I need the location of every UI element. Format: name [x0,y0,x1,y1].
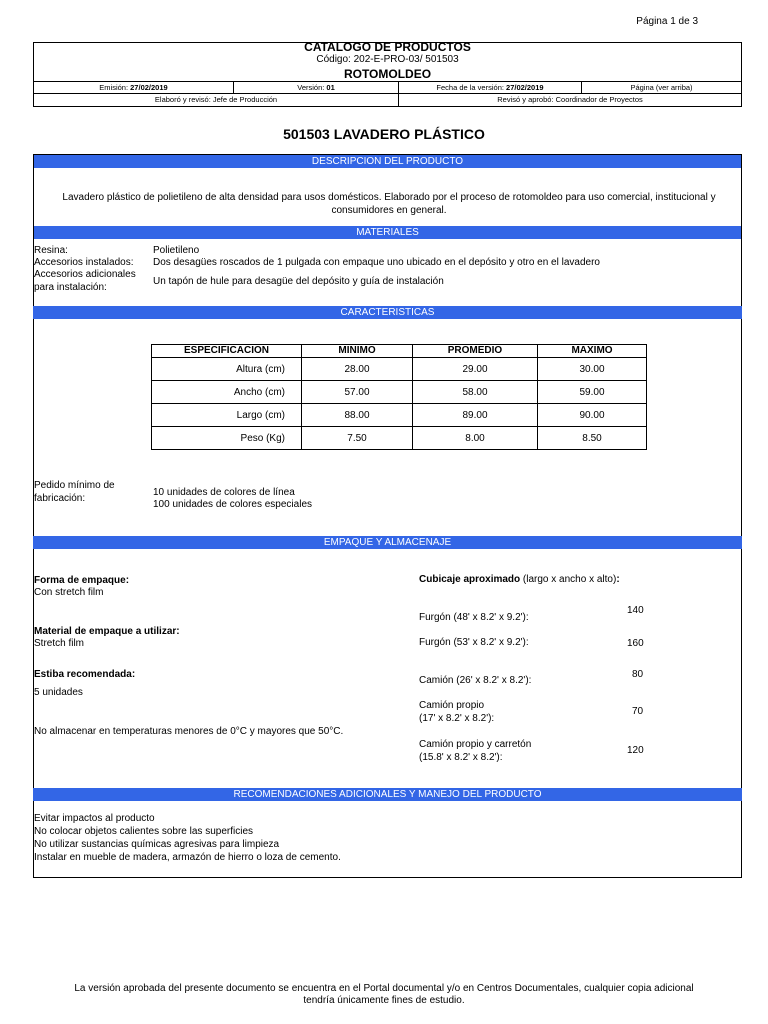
version-value: 01 [326,83,335,92]
header-approval-row [34,93,741,106]
spec-col-header: ESPECIFICACION [152,345,302,358]
table-row [152,381,647,404]
page-number: Página 1 de 3 [636,16,698,27]
spec-name: Largo (cm) [152,404,302,427]
vehicle-name-detail: (17' x 8.2' x 8.2'): [419,713,495,724]
footer-line-1: La versión aprobada del presente documento se encuentra en el Portal documental y/o en Centros Documentales, cualquier copia adicional [74,983,694,994]
approved-by: Revisó y aprobó: Coordinador de Proyectos [497,95,643,104]
additional-label-1: Accesorios adicionales [34,269,136,280]
vehicle-qty: 140 [627,605,644,616]
min-order-label-2: fabricación: [34,493,86,504]
footer-line-2: tendría únicamente fines de estudio. [303,995,465,1006]
emission-cell [34,82,234,93]
recommendations-header: RECOMENDACIONES ADICIONALES Y MANEJO DEL PRODUCTO [33,788,742,801]
version-label: Versión: [297,83,327,92]
stacking-value: 5 unidades [34,687,83,698]
spec-table [151,344,647,450]
version-date-value: 27/02/2019 [506,83,544,92]
emission-value: 27/02/2019 [130,83,168,92]
recommendation-item: No colocar objetos calientes sobre las superficies [34,826,253,837]
spec-max: 59.00 [538,381,647,404]
additional-value: Un tapón de hule para desagüe del depósito y guía de instalación [153,276,444,287]
spec-min: 7.50 [302,427,413,450]
version-date-cell [399,82,582,93]
cubic-sub: (largo x ancho x alto) [520,574,617,585]
spec-name: Ancho (cm) [152,381,302,404]
recommendation-item: Evitar impactos al producto [34,813,155,824]
spec-min: 57.00 [302,381,413,404]
installed-value: Dos desagües roscados de 1 pulgada con empaque uno ubicado en el depósito y otro en el lavadero [153,257,600,268]
spec-max: 30.00 [538,358,647,381]
characteristics-header: CARACTERISTICAS [33,306,742,319]
vehicle-name: Furgón (53' x 8.2' x 9.2'): [419,637,529,648]
header-meta-row [34,81,741,93]
materials-header: MATERIALES [34,226,741,239]
vehicle-qty: 70 [632,706,644,717]
spec-max: 90.00 [538,404,647,427]
min-order-label-1: Pedido mínimo de [34,480,115,491]
table-row [152,404,647,427]
packaging-form-value: Con stretch film [34,587,104,598]
storage-note: No almacenar en temperaturas menores de 0°C y mayores que 50°C. [34,726,344,737]
vehicle-name: Camión propio y carretón [419,739,532,750]
spec-avg: 89.00 [413,404,538,427]
brand-title: ROTOMOLDEO [343,67,432,81]
vehicle-name: Furgón (48' x 8.2' x 9.2'): [419,612,529,623]
table-row [152,358,647,381]
spec-max: 8.50 [538,427,647,450]
prepared-by: Elaboró y revisó: Jefe de Producción [34,94,399,106]
spec-avg: 58.00 [413,381,538,404]
cubic-heading [419,574,620,586]
vehicle-name-detail: (15.8' x 8.2' x 8.2'): [419,752,503,763]
page-ref-cell: Página (ver arriba) [630,83,693,92]
packaging-material-value: Stretch film [34,638,85,649]
document-header [33,42,742,107]
packaging-material-label: Material de empaque a utilizar: [34,626,180,637]
spec-name: Altura (cm) [152,358,302,381]
spec-name: Peso (Kg) [152,427,302,450]
packaging-form-label: Forma de empaque: [34,575,130,586]
emission-label: Emisión: [99,83,131,92]
max-col-header: MAXIMO [538,345,647,358]
table-row [152,427,647,450]
recommendation-item: Instalar en mueble de madera, armazón de hierro o loza de cemento. [34,852,341,863]
cubic-colon: : [616,574,620,585]
footer-note [0,983,768,1007]
stacking-label: Estiba recomendada: [34,669,136,680]
resin-label: Resina: [34,245,68,256]
description-text: Lavadero plástico de polietileno de alta densidad para usos domésticos. Elaborado por el proceso de rotomoldeo para uso comercial, institucional y consumidores en general. [62,192,716,216]
packaging-header: EMPAQUE Y ALMACENAJE [33,536,742,549]
vehicle-qty: 80 [632,669,644,680]
additional-label-2: para instalación: [34,282,107,293]
spec-table-header-row [152,345,647,358]
version-date-label: Fecha de la versión: [436,83,507,92]
product-title: 501503 LAVADERO PLÁSTICO [283,126,485,142]
resin-value: Polietileno [153,245,200,256]
min-order-value-1: 10 unidades de colores de línea [153,487,295,498]
vehicle-qty: 120 [627,745,644,756]
vehicle-name: Camión propio [419,700,485,711]
recommendation-item: No utilizar sustancias químicas agresivas para limpieza [34,839,280,850]
cubic-label: Cubicaje aproximado [419,574,521,585]
catalog-title: CATALOGO DE PRODUCTOS [304,40,471,54]
min-order-value-2: 100 unidades de colores especiales [153,499,312,510]
vehicle-qty: 160 [627,638,644,649]
spec-avg: 8.00 [413,427,538,450]
spec-avg: 29.00 [413,358,538,381]
spec-min: 28.00 [302,358,413,381]
version-cell [234,82,399,93]
min-col-header: MINIMO [302,345,413,358]
description-header: DESCRIPCION DEL PRODUCTO [34,155,741,168]
installed-label: Accesorios instalados: [34,257,134,268]
spec-min: 88.00 [302,404,413,427]
avg-col-header: PROMEDIO [413,345,538,358]
vehicle-name: Camión (26' x 8.2' x 8.2'): [419,675,532,686]
document-code: Código: 202-E-PRO-03/ 501503 [316,54,459,65]
